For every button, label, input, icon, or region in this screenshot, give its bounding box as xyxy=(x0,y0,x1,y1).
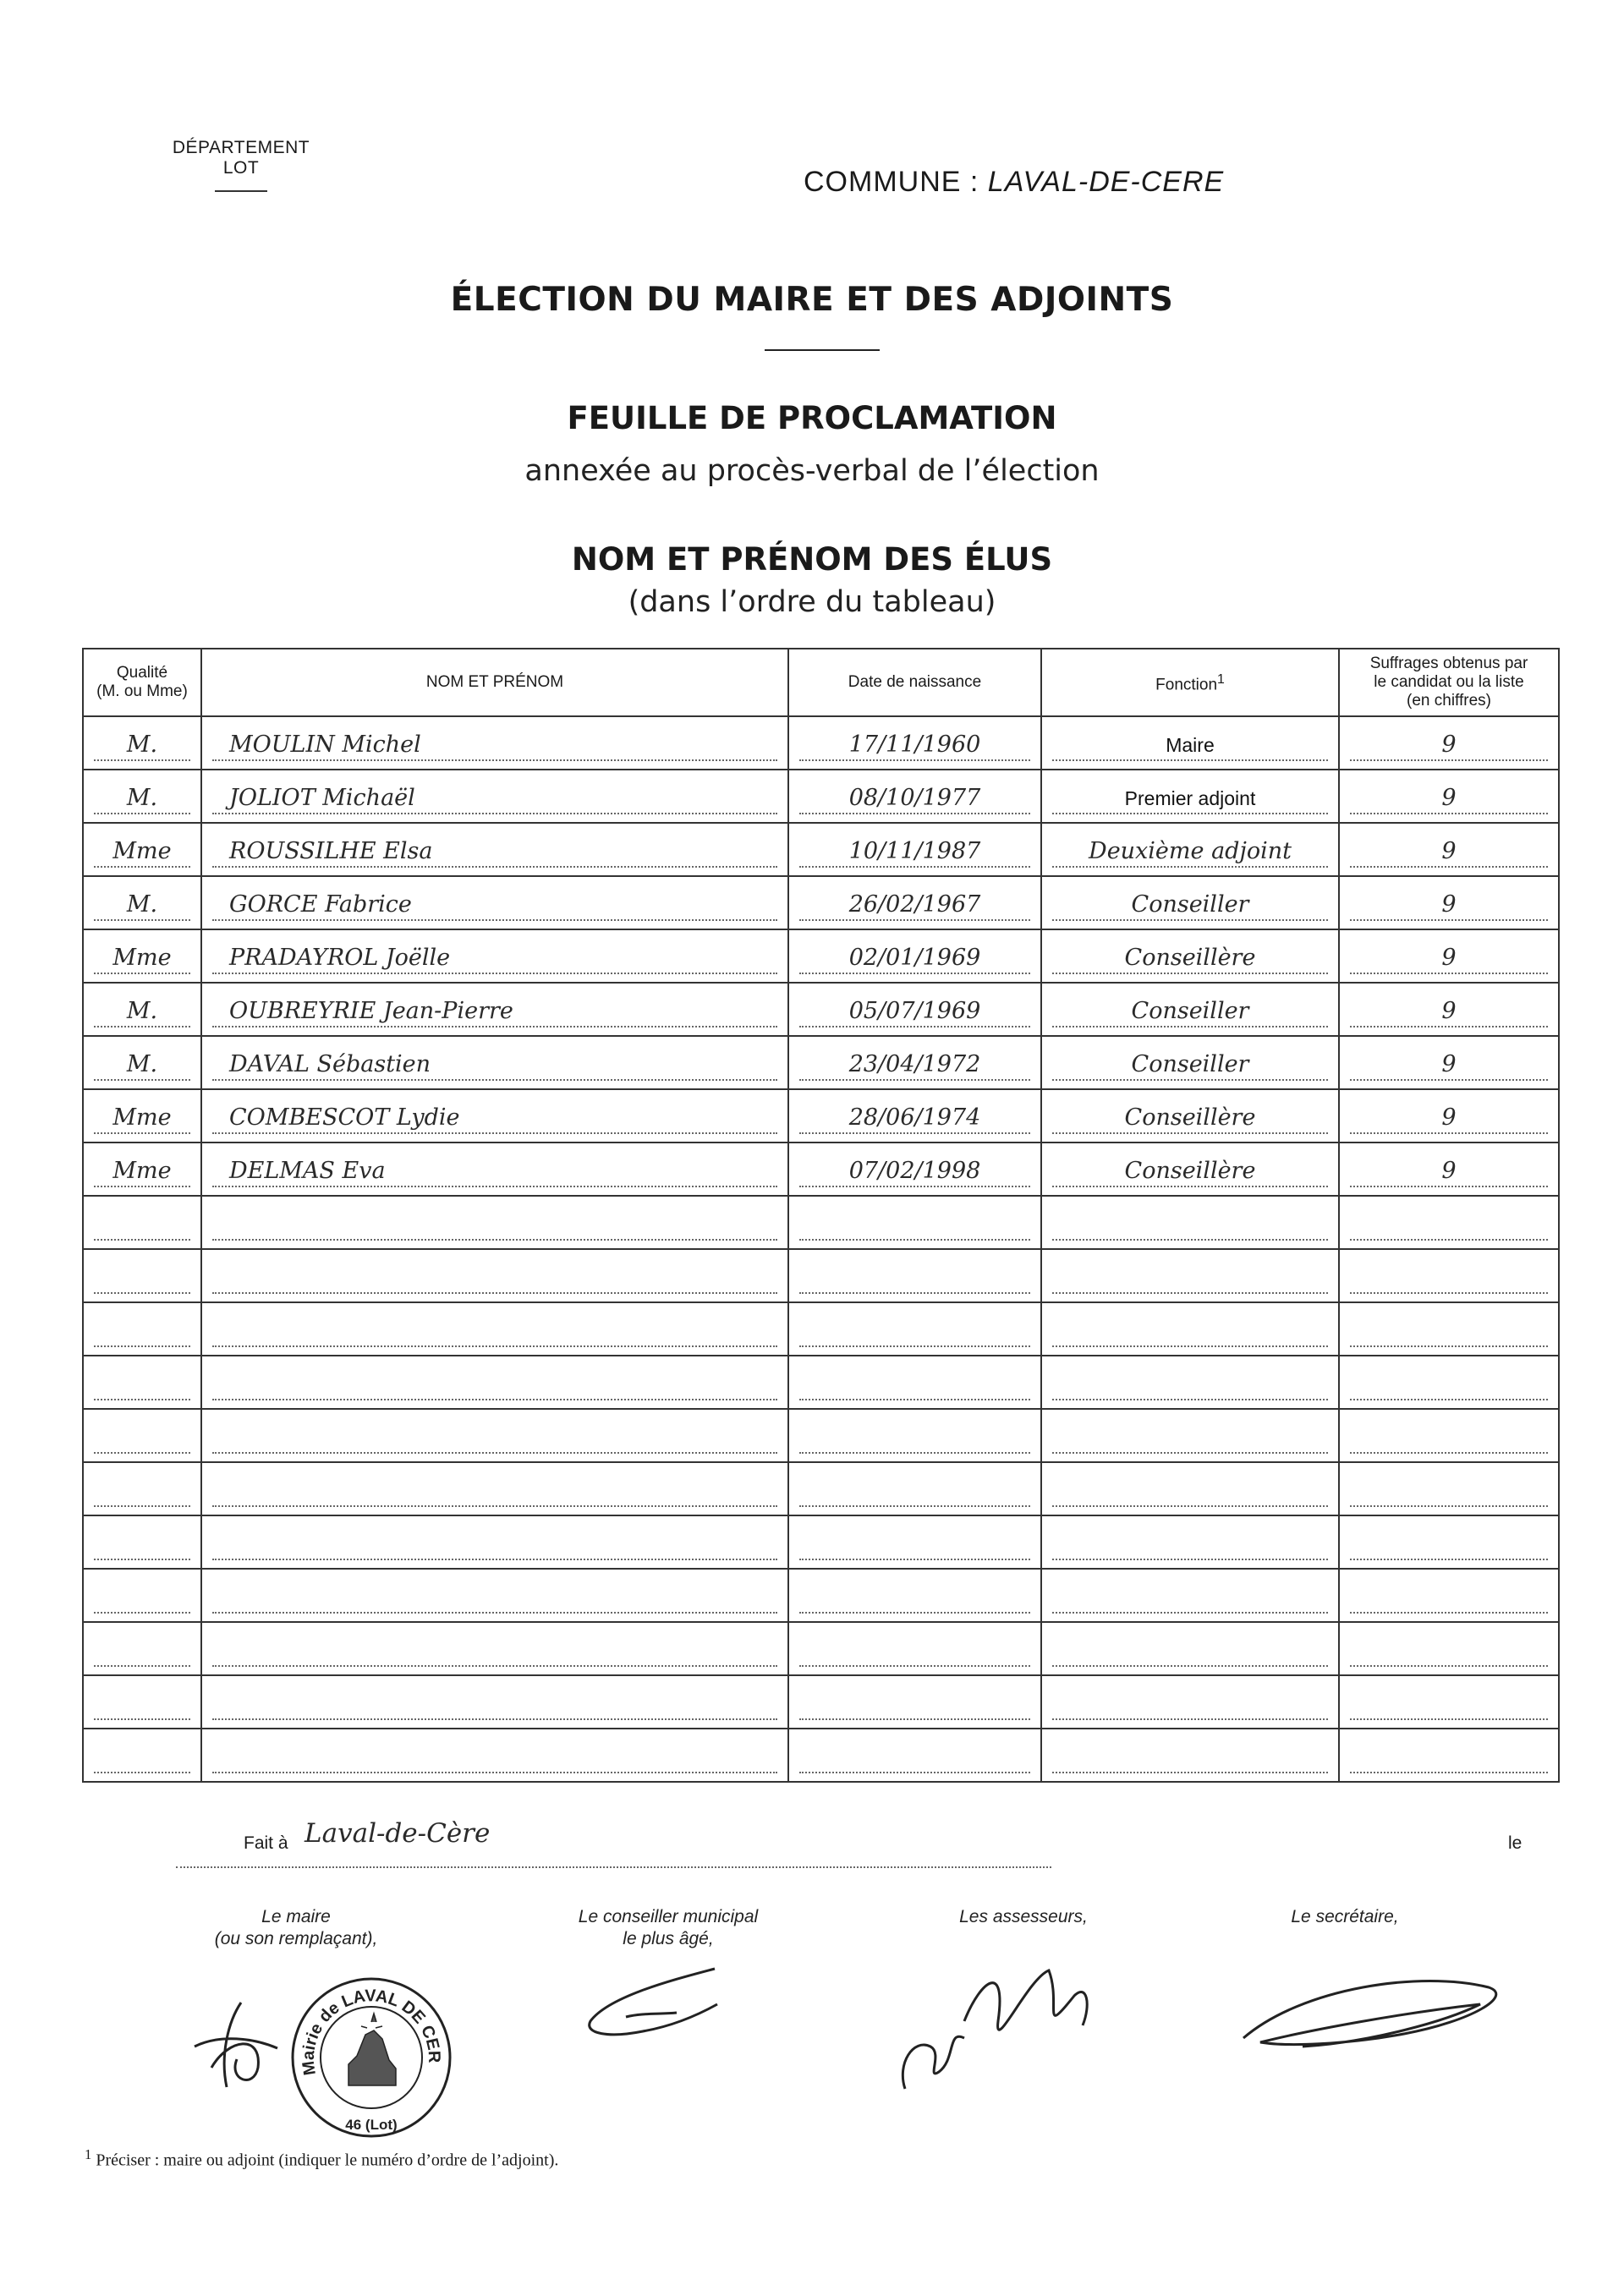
cell-nom xyxy=(201,1089,788,1143)
table-row xyxy=(83,1143,1559,1196)
conseiller-signature xyxy=(575,1954,736,2047)
col-qualite-line1: Qualité xyxy=(116,664,168,682)
col-suffrages-line2: le candidat ou la liste xyxy=(1374,673,1524,691)
col-fonction-label: Fonction xyxy=(1155,676,1218,694)
maire-signature xyxy=(178,1987,296,2097)
fait-a-dotted-line xyxy=(176,1866,1051,1868)
le-label: le xyxy=(1508,1833,1522,1853)
qualite-value: M. xyxy=(94,890,190,921)
date-value xyxy=(799,1320,1030,1347)
cell-suffrages xyxy=(1339,716,1559,770)
qualite-value: M. xyxy=(94,784,190,814)
cell-fonction xyxy=(1041,1249,1339,1302)
departement-value: LOT xyxy=(222,158,260,178)
suffrages-value xyxy=(1350,1427,1548,1454)
cell-suffrages xyxy=(1339,1036,1559,1089)
cell-fonction xyxy=(1041,983,1339,1036)
cell-date xyxy=(788,823,1041,876)
cell-nom xyxy=(201,770,788,823)
nom-value xyxy=(212,1586,777,1614)
cell-nom xyxy=(201,876,788,929)
nom-value: JOLIOT Michaël xyxy=(212,784,777,814)
secretaire-label: Le secrétaire, xyxy=(1291,1907,1399,1926)
cell-nom xyxy=(201,1729,788,1782)
cell-date xyxy=(788,1302,1041,1356)
cell-nom xyxy=(201,1515,788,1569)
departement-block xyxy=(156,138,326,192)
maire-signature-label xyxy=(169,1906,423,1950)
qualite-value xyxy=(94,1214,190,1241)
col-suffrages-line1: Suffrages obtenus par xyxy=(1369,655,1528,672)
fonction-value: Conseillère xyxy=(1052,1104,1328,1134)
cell-date xyxy=(788,1515,1041,1569)
table-row xyxy=(83,929,1559,983)
cell-fonction xyxy=(1041,1143,1339,1196)
conseiller-signature-label xyxy=(533,1906,804,1950)
col-fonction-sup: 1 xyxy=(1217,671,1225,687)
date-value xyxy=(799,1427,1030,1454)
col-suffrages-line3: (en chiffres) xyxy=(1407,692,1491,710)
cell-nom xyxy=(201,1356,788,1409)
suffrages-value xyxy=(1350,1533,1548,1560)
cell-date xyxy=(788,1356,1041,1409)
cell-qualite xyxy=(83,716,201,770)
cell-date xyxy=(788,1036,1041,1089)
col-fonction xyxy=(1041,649,1339,716)
qualite-value: M. xyxy=(94,1050,190,1081)
cell-fonction xyxy=(1041,823,1339,876)
cell-fonction xyxy=(1041,1569,1339,1622)
date-value xyxy=(799,1480,1030,1507)
secretaire-signature xyxy=(1235,1962,1514,2063)
cell-date xyxy=(788,716,1041,770)
cell-date xyxy=(788,1143,1041,1196)
svg-text:46 (Lot): 46 (Lot) xyxy=(345,2117,398,2133)
fonction-value xyxy=(1052,1480,1328,1507)
suffrages-value xyxy=(1350,1373,1548,1400)
col-suffrages xyxy=(1339,649,1559,716)
qualite-value xyxy=(94,1320,190,1347)
date-value xyxy=(799,1640,1030,1667)
cell-suffrages xyxy=(1339,929,1559,983)
footnote xyxy=(85,2146,558,2171)
nom-value: MOULIN Michel xyxy=(212,731,777,761)
table-row xyxy=(83,1729,1559,1782)
suffrages-value xyxy=(1350,1480,1548,1507)
fonction-value: Maire xyxy=(1052,731,1328,761)
date-value: 23/04/1972 xyxy=(799,1050,1030,1081)
cell-qualite xyxy=(83,1036,201,1089)
date-value xyxy=(799,1373,1030,1400)
date-value: 08/10/1977 xyxy=(799,784,1030,814)
cell-qualite xyxy=(83,1089,201,1143)
cell-qualite xyxy=(83,1675,201,1729)
maire-label-line2: (ou son remplaçant), xyxy=(214,1929,378,1948)
cell-nom xyxy=(201,1143,788,1196)
suffrages-value: 9 xyxy=(1350,1104,1548,1134)
date-value: 26/02/1967 xyxy=(799,890,1030,921)
suffrages-value xyxy=(1350,1586,1548,1614)
cell-qualite xyxy=(83,1249,201,1302)
table-body xyxy=(83,716,1559,1782)
cell-suffrages xyxy=(1339,1196,1559,1249)
fonction-value xyxy=(1052,1586,1328,1614)
cell-date xyxy=(788,1622,1041,1675)
qualite-value xyxy=(94,1533,190,1560)
fonction-value xyxy=(1052,1640,1328,1667)
cell-date xyxy=(788,983,1041,1036)
col-date: Date de naissance xyxy=(788,649,1041,716)
conseiller-label-line1: Le conseiller municipal xyxy=(578,1907,759,1926)
commune-value: LAVAL-DE-CERE xyxy=(987,166,1225,198)
table-row xyxy=(83,1036,1559,1089)
date-value xyxy=(799,1533,1030,1560)
qualite-value xyxy=(94,1267,190,1294)
suffrages-value xyxy=(1350,1214,1548,1241)
cell-suffrages xyxy=(1339,1249,1559,1302)
cell-qualite xyxy=(83,1356,201,1409)
cell-nom xyxy=(201,1036,788,1089)
qualite-value xyxy=(94,1427,190,1454)
date-value xyxy=(799,1267,1030,1294)
cell-qualite xyxy=(83,1515,201,1569)
table-row xyxy=(83,1249,1559,1302)
table-header-row xyxy=(83,649,1559,716)
fonction-value: Premier adjoint xyxy=(1052,784,1328,814)
cell-fonction xyxy=(1041,1729,1339,1782)
cell-date xyxy=(788,1089,1041,1143)
cell-suffrages xyxy=(1339,1675,1559,1729)
order-subtitle: (dans l’ordre du tableau) xyxy=(628,585,996,619)
table-row xyxy=(83,1356,1559,1409)
cell-nom xyxy=(201,823,788,876)
commune-line xyxy=(804,166,1224,199)
nom-value xyxy=(212,1373,777,1400)
cell-date xyxy=(788,1409,1041,1462)
cell-suffrages xyxy=(1339,1356,1559,1409)
table-row xyxy=(83,770,1559,823)
fonction-value: Conseillère xyxy=(1052,944,1328,974)
cell-nom xyxy=(201,983,788,1036)
fait-a-label: Fait à xyxy=(244,1833,288,1853)
date-value: 10/11/1987 xyxy=(799,837,1030,868)
cell-fonction xyxy=(1041,929,1339,983)
cell-suffrages xyxy=(1339,1569,1559,1622)
nom-value: OUBREYRIE Jean-Pierre xyxy=(212,997,777,1027)
cell-suffrages xyxy=(1339,770,1559,823)
table-row xyxy=(83,1196,1559,1249)
suffrages-value xyxy=(1350,1267,1548,1294)
nom-value xyxy=(212,1320,777,1347)
fonction-value: Conseiller xyxy=(1052,997,1328,1027)
qualite-value xyxy=(94,1480,190,1507)
cell-fonction xyxy=(1041,1675,1339,1729)
cell-suffrages xyxy=(1339,1302,1559,1356)
qualite-value: Mme xyxy=(94,837,190,868)
title-divider xyxy=(765,349,880,351)
cell-nom xyxy=(201,716,788,770)
suffrages-value: 9 xyxy=(1350,1050,1548,1081)
assesseurs-label: Les assesseurs, xyxy=(959,1907,1088,1926)
date-value: 07/02/1998 xyxy=(799,1157,1030,1187)
cell-fonction xyxy=(1041,1409,1339,1462)
departement-label: DÉPARTEMENT xyxy=(172,138,310,157)
cell-suffrages xyxy=(1339,1729,1559,1782)
cell-qualite xyxy=(83,1196,201,1249)
cell-qualite xyxy=(83,770,201,823)
nom-value xyxy=(212,1533,777,1560)
cell-qualite xyxy=(83,1622,201,1675)
date-value xyxy=(799,1214,1030,1241)
cell-fonction xyxy=(1041,1515,1339,1569)
cell-nom xyxy=(201,1622,788,1675)
date-value: 28/06/1974 xyxy=(799,1104,1030,1134)
cell-suffrages xyxy=(1339,876,1559,929)
table-row xyxy=(83,1515,1559,1569)
cell-date xyxy=(788,1675,1041,1729)
table-row xyxy=(83,1089,1559,1143)
nom-value: GORCE Fabrice xyxy=(212,890,777,921)
cell-qualite xyxy=(83,1569,201,1622)
fonction-value: Conseillère xyxy=(1052,1157,1328,1187)
cell-suffrages xyxy=(1339,1143,1559,1196)
suffrages-value xyxy=(1350,1320,1548,1347)
cell-suffrages xyxy=(1339,983,1559,1036)
annex-subtitle: annexée au procès-verbal de l’élection xyxy=(524,454,1100,488)
conseiller-label-line2: le plus âgé, xyxy=(623,1929,714,1948)
cell-qualite xyxy=(83,983,201,1036)
cell-suffrages xyxy=(1339,1515,1559,1569)
nom-value xyxy=(212,1640,777,1667)
svg-text:Mairie de LAVAL DE CERE: Mairie de LAVAL DE CER xyxy=(299,1986,444,2077)
table-row xyxy=(83,1302,1559,1356)
nom-value: DAVAL Sébastien xyxy=(212,1050,777,1081)
cell-qualite xyxy=(83,1462,201,1515)
cell-date xyxy=(788,929,1041,983)
cell-fonction xyxy=(1041,1622,1339,1675)
names-title: NOM ET PRÉNOM DES ÉLUS xyxy=(571,541,1053,578)
cell-nom xyxy=(201,1409,788,1462)
cell-nom xyxy=(201,1196,788,1249)
cell-suffrages xyxy=(1339,1409,1559,1462)
suffrages-value: 9 xyxy=(1350,890,1548,921)
date-value xyxy=(799,1586,1030,1614)
col-qualite xyxy=(83,649,201,716)
date-value xyxy=(799,1746,1030,1773)
cell-fonction xyxy=(1041,770,1339,823)
table-row xyxy=(83,1569,1559,1622)
table-row xyxy=(83,1462,1559,1515)
nom-value xyxy=(212,1267,777,1294)
suffrages-value xyxy=(1350,1746,1548,1773)
nom-value xyxy=(212,1480,777,1507)
cell-date xyxy=(788,1729,1041,1782)
table-row xyxy=(83,823,1559,876)
fonction-value xyxy=(1052,1214,1328,1241)
cell-fonction xyxy=(1041,716,1339,770)
cell-fonction xyxy=(1041,1462,1339,1515)
cell-nom xyxy=(201,1675,788,1729)
cell-qualite xyxy=(83,876,201,929)
cell-date xyxy=(788,770,1041,823)
fonction-value xyxy=(1052,1373,1328,1400)
cell-qualite xyxy=(83,1729,201,1782)
date-value: 05/07/1969 xyxy=(799,997,1030,1027)
cell-qualite xyxy=(83,1143,201,1196)
table-row xyxy=(83,716,1559,770)
cell-nom xyxy=(201,1249,788,1302)
cell-suffrages xyxy=(1339,1462,1559,1515)
qualite-value: M. xyxy=(94,731,190,761)
cell-date xyxy=(788,1196,1041,1249)
cell-fonction xyxy=(1041,876,1339,929)
nom-value: ROUSSILHE Elsa xyxy=(212,837,777,868)
table-row xyxy=(83,983,1559,1036)
nom-value xyxy=(212,1746,777,1773)
cell-qualite xyxy=(83,1302,201,1356)
nom-value: PRADAYROL Joëlle xyxy=(212,944,777,974)
nom-value: COMBESCOT Lydie xyxy=(212,1104,777,1134)
qualite-value xyxy=(94,1693,190,1720)
cell-suffrages xyxy=(1339,1622,1559,1675)
cell-date xyxy=(788,1569,1041,1622)
nom-value xyxy=(212,1693,777,1720)
departement-divider xyxy=(215,190,267,192)
suffrages-value: 9 xyxy=(1350,944,1548,974)
table-row xyxy=(83,1409,1559,1462)
cell-date xyxy=(788,1249,1041,1302)
nom-value xyxy=(212,1427,777,1454)
footnote-number: 1 xyxy=(85,2146,92,2162)
suffrages-value xyxy=(1350,1693,1548,1720)
qualite-value: Mme xyxy=(94,1104,190,1134)
fonction-value xyxy=(1052,1533,1328,1560)
cell-nom xyxy=(201,1302,788,1356)
table-row xyxy=(83,1622,1559,1675)
fonction-value: Conseiller xyxy=(1052,1050,1328,1081)
cell-nom xyxy=(201,1569,788,1622)
nom-value xyxy=(212,1214,777,1241)
maire-label-line1: Le maire xyxy=(261,1907,331,1926)
table-row xyxy=(83,876,1559,929)
cell-qualite xyxy=(83,1409,201,1462)
cell-suffrages xyxy=(1339,823,1559,876)
cell-date xyxy=(788,1462,1041,1515)
fonction-value xyxy=(1052,1746,1328,1773)
cell-nom xyxy=(201,1462,788,1515)
cell-fonction xyxy=(1041,1196,1339,1249)
qualite-value xyxy=(94,1373,190,1400)
fonction-value xyxy=(1052,1427,1328,1454)
qualite-value xyxy=(94,1640,190,1667)
suffrages-value: 9 xyxy=(1350,1157,1548,1187)
cell-fonction xyxy=(1041,1089,1339,1143)
cell-fonction xyxy=(1041,1356,1339,1409)
qualite-value: Mme xyxy=(94,1157,190,1187)
fonction-value xyxy=(1052,1267,1328,1294)
fonction-value: Deuxième adjoint xyxy=(1052,837,1328,868)
date-value: 17/11/1960 xyxy=(799,731,1030,761)
sheet-title: FEUILLE DE PROCLAMATION xyxy=(567,400,1057,436)
cell-date xyxy=(788,876,1041,929)
suffrages-value xyxy=(1350,1640,1548,1667)
fait-a-value: Laval-de-Cère xyxy=(304,1818,491,1849)
cell-qualite xyxy=(83,929,201,983)
cell-qualite xyxy=(83,823,201,876)
date-value: 02/01/1969 xyxy=(799,944,1030,974)
fonction-value xyxy=(1052,1693,1328,1720)
qualite-value xyxy=(94,1746,190,1773)
suffrages-value: 9 xyxy=(1350,997,1548,1027)
suffrages-value: 9 xyxy=(1350,784,1548,814)
elected-table xyxy=(82,648,1560,1783)
mairie-stamp xyxy=(289,1975,453,2140)
qualite-value xyxy=(94,1586,190,1614)
suffrages-value: 9 xyxy=(1350,837,1548,868)
qualite-value: Mme xyxy=(94,944,190,974)
suffrages-value: 9 xyxy=(1350,731,1548,761)
commune-label: COMMUNE : xyxy=(804,166,979,198)
fonction-value: Conseiller xyxy=(1052,890,1328,921)
stamp-seal xyxy=(289,1975,453,2140)
footnote-text: Préciser : maire ou adjoint (indiquer le numéro d’ordre de l’adjoint). xyxy=(96,2151,559,2170)
qualite-value: M. xyxy=(94,997,190,1027)
date-value xyxy=(799,1693,1030,1720)
table-row xyxy=(83,1675,1559,1729)
col-nom: NOM ET PRÉNOM xyxy=(201,649,788,716)
cell-fonction xyxy=(1041,1302,1339,1356)
assesseurs-signatures xyxy=(880,1945,1108,2106)
cell-nom xyxy=(201,929,788,983)
cell-fonction xyxy=(1041,1036,1339,1089)
col-qualite-line2: (M. ou Mme) xyxy=(96,682,188,700)
fonction-value xyxy=(1052,1320,1328,1347)
nom-value: DELMAS Eva xyxy=(212,1157,777,1187)
main-title: ÉLECTION DU MAIRE ET DES ADJOINTS xyxy=(450,281,1174,319)
cell-suffrages xyxy=(1339,1089,1559,1143)
